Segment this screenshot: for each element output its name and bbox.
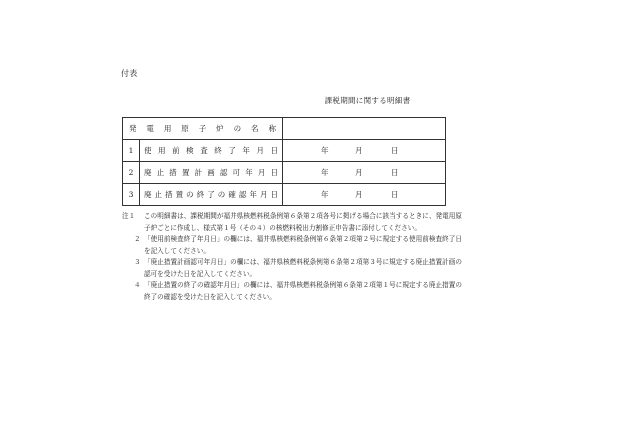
day-unit: 日 bbox=[391, 190, 399, 199]
date-field bbox=[283, 162, 446, 184]
month-unit: 月 bbox=[355, 190, 363, 199]
note-number: ３ bbox=[134, 258, 141, 266]
row-number: 1 bbox=[123, 140, 140, 162]
date-field bbox=[283, 184, 446, 206]
note-number: ４ bbox=[134, 281, 141, 289]
note-number: 注１ bbox=[122, 212, 136, 220]
table-row bbox=[123, 162, 446, 184]
table-row bbox=[123, 184, 446, 206]
table-row bbox=[123, 140, 446, 162]
row-label: 廃止措置の終了の確認年月日 bbox=[140, 184, 283, 206]
day-unit: 日 bbox=[391, 168, 399, 177]
note-item bbox=[122, 211, 462, 234]
date-field bbox=[283, 140, 446, 162]
year-unit: 年 bbox=[321, 146, 329, 155]
note-item bbox=[122, 234, 462, 257]
note-number: ２ bbox=[134, 235, 141, 243]
reactor-name-value bbox=[283, 118, 446, 140]
reactor-name-label: 発電用原子炉の名称 bbox=[123, 118, 283, 140]
note-item bbox=[122, 257, 462, 280]
row-label: 廃止措置計画認可年月日 bbox=[140, 162, 283, 184]
month-unit: 月 bbox=[355, 168, 363, 177]
table-header-row bbox=[123, 118, 446, 140]
day-unit: 日 bbox=[391, 146, 399, 155]
row-number: 3 bbox=[123, 184, 140, 206]
note-text: この明細書は、課税期間が福井県核燃料税条例第６条第２項各号に掲げる場合に該当するときに、発電用原子炉ごとに作成し、様式第１号（その４）の核燃料税出力割修正申告書に添付してください。 bbox=[144, 212, 462, 232]
year-unit: 年 bbox=[321, 168, 329, 177]
note-item bbox=[122, 280, 462, 303]
note-text: 「廃止措置計画認可年月日」の欄には、福井県核燃料税条例第６条第２項第３号に規定する廃止措置計画の認可を受けた日を記入してください。 bbox=[144, 258, 462, 278]
month-unit: 月 bbox=[355, 146, 363, 155]
notes-section bbox=[122, 211, 462, 303]
annex-label: 付表 bbox=[121, 69, 138, 78]
statement-table bbox=[122, 117, 446, 206]
note-text: 「廃止措置の終了の確認年月日」の欄には、福井県核燃料税条例第６条第２項第１号に規定する廃止措置の終了の確認を受けた日を記入してください。 bbox=[144, 281, 462, 301]
document-title: 課税期間に関する明細書 bbox=[324, 96, 411, 105]
row-label: 使用前検査終了年月日 bbox=[140, 140, 283, 162]
year-unit: 年 bbox=[321, 190, 329, 199]
note-text: 「使用前検査終了年月日」の欄には、福井県核燃料税条例第６条第２項第２号に規定する使用前検査終了日を記入してください。 bbox=[144, 235, 462, 255]
row-number: 2 bbox=[123, 162, 140, 184]
